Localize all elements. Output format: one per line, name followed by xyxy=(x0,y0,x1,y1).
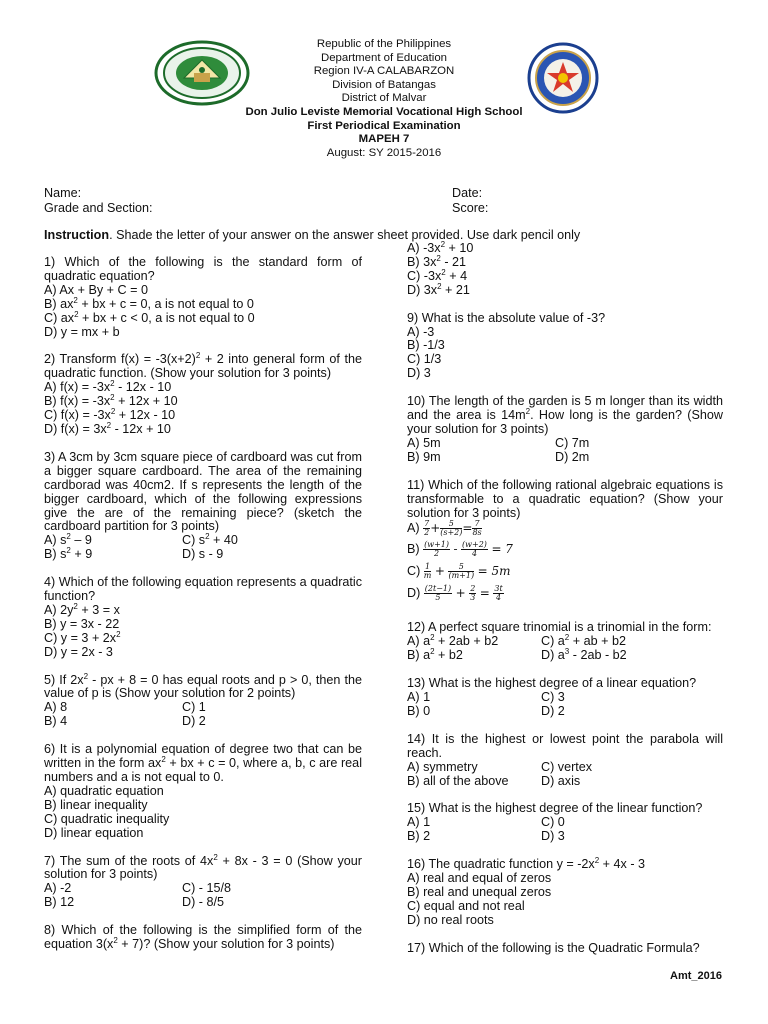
question-14 xyxy=(407,733,723,789)
question-stem: 1) Which of the following is the standard form of quadratic equation? xyxy=(44,255,362,283)
question-stem: 4) Which of the following equation represents a quadratic function? xyxy=(44,575,362,604)
option-a: A) $a^2 + 2ab + b2$ xyxy=(407,633,499,649)
option-d: D) 2 xyxy=(541,703,565,718)
option-d: D) y = 2x - 3 xyxy=(44,644,113,659)
question-stem: 8) Which of the following is the simplified form of the equation $3(x^2 + 7)$? (Show your solution for 3 points) xyxy=(44,923,362,952)
option-d: D) axis xyxy=(541,773,581,788)
option-a: A) $s^2 - 9$ xyxy=(44,532,92,548)
instruction-label: Instruction xyxy=(44,228,110,242)
option-d: D) - 8/5 xyxy=(182,895,224,910)
option-a: A) 5m xyxy=(407,435,441,450)
option-d: D) 2 xyxy=(182,714,206,729)
option-d: D) $f(x) = 3x^2 - 12x + 10$ xyxy=(44,420,171,436)
question-stem: 12) A perfect square trinomial is a trinomial in the form: xyxy=(407,620,712,635)
option-a: A) 8 xyxy=(44,700,68,715)
country-line: Republic of the Philippines xyxy=(316,38,452,50)
option-a: A) 1 xyxy=(407,815,431,830)
option-b: B) $3x^2 - 21$ xyxy=(407,253,467,269)
question-6 xyxy=(44,743,362,840)
option-a: A) quadratic equation xyxy=(44,783,164,798)
right-column xyxy=(407,239,723,970)
question-8 xyxy=(44,924,362,952)
option-c: C) quadratic inequality xyxy=(44,811,170,826)
option-a: A) $\frac{7}{2}$ + $\frac{5}{(s+2)}$ = $\frac{7}{8s}$ xyxy=(407,519,482,538)
option-b: B) 12 xyxy=(44,895,75,910)
option-c: C) $s^2 + 40$ xyxy=(182,532,238,548)
question-3 xyxy=(44,451,362,562)
question-stem: 14) It is the highest or lowest point the parabola will reach. xyxy=(407,731,723,760)
instruction-text: . Shade the letter of your answer on the answer sheet provided. Use dark pencil only xyxy=(109,228,581,242)
subject-title: MAPEH 7 xyxy=(358,133,410,146)
question-7 xyxy=(44,852,362,911)
date-field: Date: xyxy=(452,186,483,200)
option-a: A) symmetry xyxy=(407,759,478,774)
score-fields xyxy=(452,186,488,216)
option-b: B) $f(x) = -3x^2 + 12x + 10$ xyxy=(44,392,178,409)
question-12 xyxy=(407,621,723,663)
district-line: District of Malvar xyxy=(341,92,427,105)
option-b: B) linear inequality xyxy=(44,797,148,812)
option-b: B) $ax^2$ + bx + c = 0, a is not equal to 0 xyxy=(44,295,254,311)
question-stem: 7) The sum of the roots of $4x^2 + 8x - 3 = 0$ (Show your solution for 3 points) xyxy=(44,852,362,882)
question-17 xyxy=(407,942,723,956)
option-a: A) real and equal of zeros xyxy=(407,871,552,886)
option-c: C) 7m xyxy=(555,435,590,450)
question-stem: 5) If $2x^2$ - px + 8 = 0 has equal roots and p > 0, then the value of p is (Show your solution for 2 points) xyxy=(44,671,362,701)
instruction xyxy=(44,228,644,243)
question-5 xyxy=(44,671,362,730)
option-b: B) 2 xyxy=(407,829,431,844)
option-a: A) Ax + By + C = 0 xyxy=(44,282,148,297)
option-a: A) $2y^2 + 3 = x$ xyxy=(44,601,120,617)
option-b: B) 4 xyxy=(44,714,68,729)
footer-code: Amt_2016 xyxy=(670,970,722,982)
option-b: B) $s^2 + 9$ xyxy=(44,546,93,562)
question-stem: 9) What is the absolute value of -3? xyxy=(407,310,606,325)
region-line: Region IV-A CALABARZON xyxy=(313,65,455,78)
option-c: C) vertex xyxy=(541,759,593,774)
option-b: B) $a^2 + b2$ xyxy=(407,647,463,663)
option-b: B) real and unequal zeros xyxy=(407,885,552,899)
option-a: A) -3 xyxy=(407,324,435,339)
question-stem: 2) Transform $f(x) = -3(x+2)^2 + 2$ into general form of the quadratic function. (Show your solution for 3 points) xyxy=(44,351,362,381)
question-stem: 6) It is a polynomial equation of degree two that can be written in the form $ax^2$ + bx + c = 0, where a, b, c are real numbers and a is not equal to 0. xyxy=(44,742,362,784)
option-a: A) $-3x^2 + 10$ xyxy=(407,239,474,255)
question-stem: 13) What is the highest degree of a linear equation? xyxy=(407,676,697,691)
student-fields xyxy=(44,186,153,216)
score-field: Score: xyxy=(452,201,489,215)
question-stem: 16) The quadratic function $y = -2x^2 + 4x - 3$ xyxy=(407,856,646,872)
option-c: C) equal and not real xyxy=(407,898,525,913)
department-line: Department of Education xyxy=(320,51,447,64)
question-stem: 11) Which of the following rational algebraic equations is transformable to a quadratic equation? (Show your solution for 3 points) xyxy=(407,477,723,520)
option-d: D) linear equation xyxy=(44,825,144,840)
exam-header xyxy=(200,38,568,160)
option-b: B) $\frac{(w+1)}{2}$ - $\frac{(w+2)}{4}$ = 7 xyxy=(407,540,513,559)
option-a: A) $f(x) = -3x^2 - 12x - 10$ xyxy=(44,379,172,395)
option-c: C) 1/3 xyxy=(407,352,442,367)
option-b: B) all of the above xyxy=(407,773,509,788)
name-field: Name: xyxy=(44,186,82,200)
option-c: C) $f(x) = -3x^2 + 12x - 10$ xyxy=(44,406,176,423)
option-c: C) $a^2$ + ab + b2 xyxy=(541,633,626,649)
option-d: D) $3x^2 + 21$ xyxy=(407,281,470,297)
option-d: D) 3 xyxy=(541,829,565,844)
question-9 xyxy=(407,312,723,382)
question-4 xyxy=(44,576,362,659)
question-stem: 15) What is the highest degree of the linear function? xyxy=(407,801,703,816)
school-year: August: SY 2015-2016 xyxy=(326,146,442,159)
option-c: C) $\frac{1}{m}$ + $\frac{5}{(m+1)}$ = 5m xyxy=(407,562,511,581)
question-stem: 3) A 3cm by 3cm square piece of cardboard was cut from a bigger square cardboard. The area of the remaining cardborad was 40cm2. If s represents the length of the bigger cardboard, which of the following expressions give the are of the remaining piece? (sketch the cardboard partition for 3 points) xyxy=(44,449,362,534)
question-10 xyxy=(407,395,723,465)
option-b: B) y = 3x - 22 xyxy=(44,616,120,631)
question-stem: 10) The length of the garden is 5 m longer than its width and the area is $14m^2$. How long is the garden? (Show your solution for 3 points) xyxy=(407,394,723,436)
question-11 xyxy=(407,479,723,608)
option-d: D) s - 9 xyxy=(182,547,224,562)
option-c: C) - 15/8 xyxy=(182,881,231,896)
option-a: A) -2 xyxy=(44,881,72,896)
left-column xyxy=(44,256,362,966)
division-line: Division of Batangas xyxy=(332,78,436,91)
option-c: C) 0 xyxy=(541,815,565,830)
option-c: C) 1 xyxy=(182,700,206,715)
option-c: C) $y = 3 + 2x^2$ xyxy=(44,629,121,645)
option-d: D) 3 xyxy=(407,366,431,381)
option-c: C) $-3x^2 + 4$ xyxy=(407,267,468,283)
option-d: D) no real roots xyxy=(407,912,494,927)
grade-section-field: Grade and Section: xyxy=(44,201,153,215)
question-stem: 17) Which of the following is the Quadratic Formula? xyxy=(407,940,700,955)
question-13 xyxy=(407,677,723,719)
school-name: Don Julio Leviste Memorial Vocational High School xyxy=(245,105,523,118)
option-b: B) 0 xyxy=(407,703,431,718)
question-16 xyxy=(407,858,723,928)
option-b: B) -1/3 xyxy=(407,338,445,353)
option-c: C) 3 xyxy=(541,690,565,705)
question-8-options xyxy=(407,239,723,298)
question-15 xyxy=(407,802,723,844)
option-b: B) 9m xyxy=(407,449,441,464)
question-2 xyxy=(44,353,362,436)
option-a: A) 1 xyxy=(407,690,431,705)
option-d: D) $a^3 - 2ab - b2$ xyxy=(541,647,627,663)
option-d: D) 2m xyxy=(555,449,590,464)
question-1 xyxy=(44,256,362,339)
option-d: D) y = mx + b xyxy=(44,324,120,339)
option-d: D) $\frac{(2t-1)}{5}$ + $\frac{2}{3}$ = $\frac{3t}{4}$ xyxy=(407,584,503,603)
option-c: C) $ax^2$ + bx + c < 0, a is not equal to 0 xyxy=(44,309,255,325)
exam-title: First Periodical Examination xyxy=(307,119,461,132)
